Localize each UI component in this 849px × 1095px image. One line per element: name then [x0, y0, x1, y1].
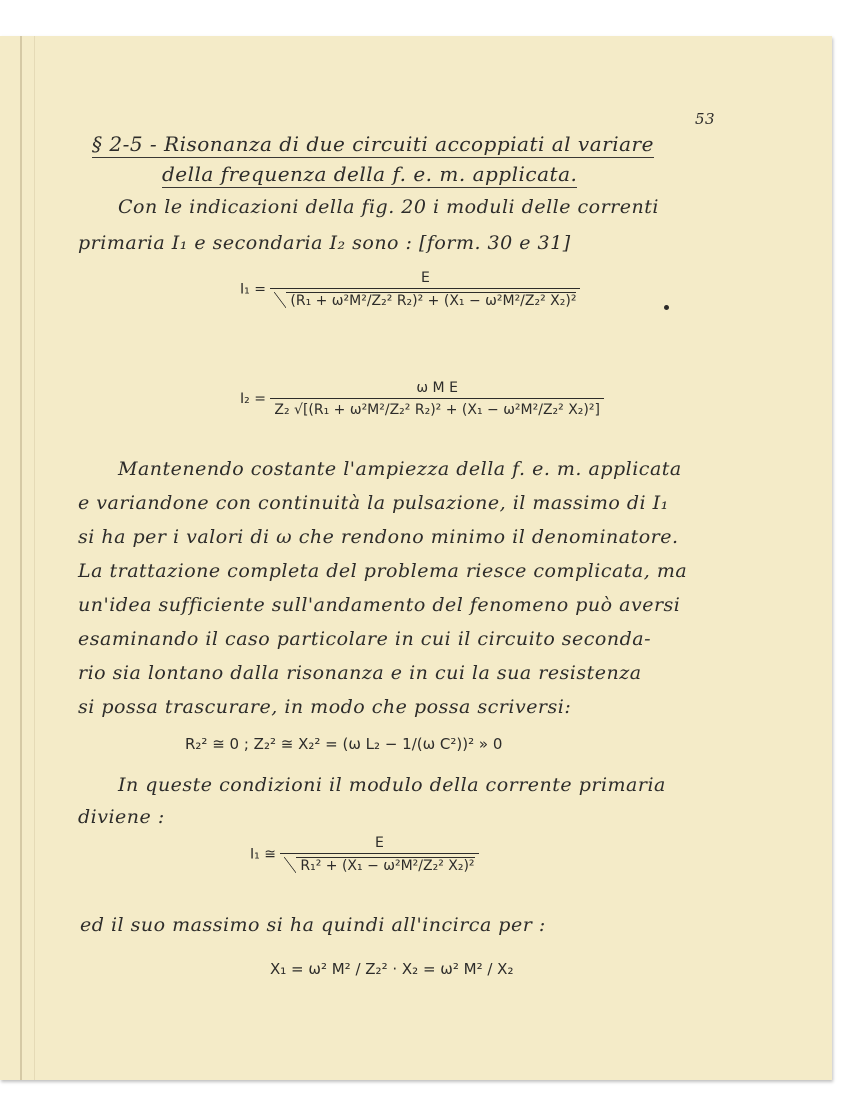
body-line-3: si ha per i valori di ω che rendono minimo il denominatore. [78, 526, 679, 548]
intro-line-2: primaria I₁ e secondaria I₂ sono : [form. 30 e 31] [78, 232, 571, 254]
formula-i1-approx-numerator: E [375, 835, 384, 851]
formula-i1-approx-denominator: R₁² + (X₁ − ω²M²/Z₂² X₂)² [296, 857, 474, 874]
formula-i2-fraction [270, 380, 604, 418]
body-line-10: diviene : [78, 806, 165, 828]
formula-i1-fraction [270, 270, 580, 309]
formula-i1-approx [250, 835, 479, 874]
body-line-7: rio sia lontano dalla risonanza e in cui la sua resistenza [78, 662, 642, 684]
formula-i2 [240, 380, 604, 418]
formula-i1 [240, 270, 580, 309]
formula-i2-denominator: Z₂ √[(R₁ + ω²M²/Z₂² R₂)² + (X₁ − ω²M²/Z₂² X₂)²] [270, 398, 604, 418]
body-line-11: ed il suo massimo si ha quindi all'incirca per : [80, 914, 546, 936]
body-line-4: La trattazione completa del problema riesce complicata, ma [78, 560, 688, 582]
body-line-5: un'idea sufficiente sull'andamento del fenomeno può aversi [78, 594, 681, 616]
body-line-8: si possa trascurare, in modo che possa scriversi: [78, 696, 572, 718]
body-line-2: e variandone con continuità la pulsazione, il massimo di I₁ [78, 492, 669, 514]
formula-i1-denominator: (R₁ + ω²M²/Z₂² R₂)² + (X₁ − ω²M²/Z₂² X₂)² [286, 292, 576, 309]
formula-i2-numerator: ω M E [416, 380, 458, 396]
section-heading-line1: § 2-5 - Risonanza di due circuiti accoppiati al variare [92, 132, 654, 156]
ink-dot [664, 305, 669, 310]
page-number: 53 [695, 110, 716, 128]
body-line-9: In queste condizioni il modulo della corrente primaria [118, 774, 666, 796]
body-line-6: esaminando il caso particolare in cui il circuito seconda- [78, 628, 652, 650]
formula-condition: R₂² ≅ 0 ; Z₂² ≅ X₂² = (ω L₂ − 1/(ω C²))² » 0 [185, 735, 503, 753]
formula-i1-lhs: I₁ = [240, 281, 266, 298]
section-heading-line2: della frequenza della f. e. m. applicata. [162, 162, 578, 186]
page-fold [20, 36, 22, 1080]
body-line-1: Mantenendo costante l'ampiezza della f. e. m. applicata [118, 458, 682, 480]
page-fold-shadow [34, 36, 35, 1080]
formula-x1: X₁ = ω² M² / Z₂² · X₂ = ω² M² / X₂ [270, 960, 514, 978]
formula-i1-numerator: E [420, 270, 430, 286]
formula-i1-approx-lhs: I₁ ≅ [250, 846, 276, 863]
formula-i1-approx-fraction [280, 835, 478, 874]
formula-i2-lhs: I₂ = [240, 391, 266, 407]
intro-line-1: Con le indicazioni della fig. 20 i moduli delle correnti [118, 196, 659, 218]
